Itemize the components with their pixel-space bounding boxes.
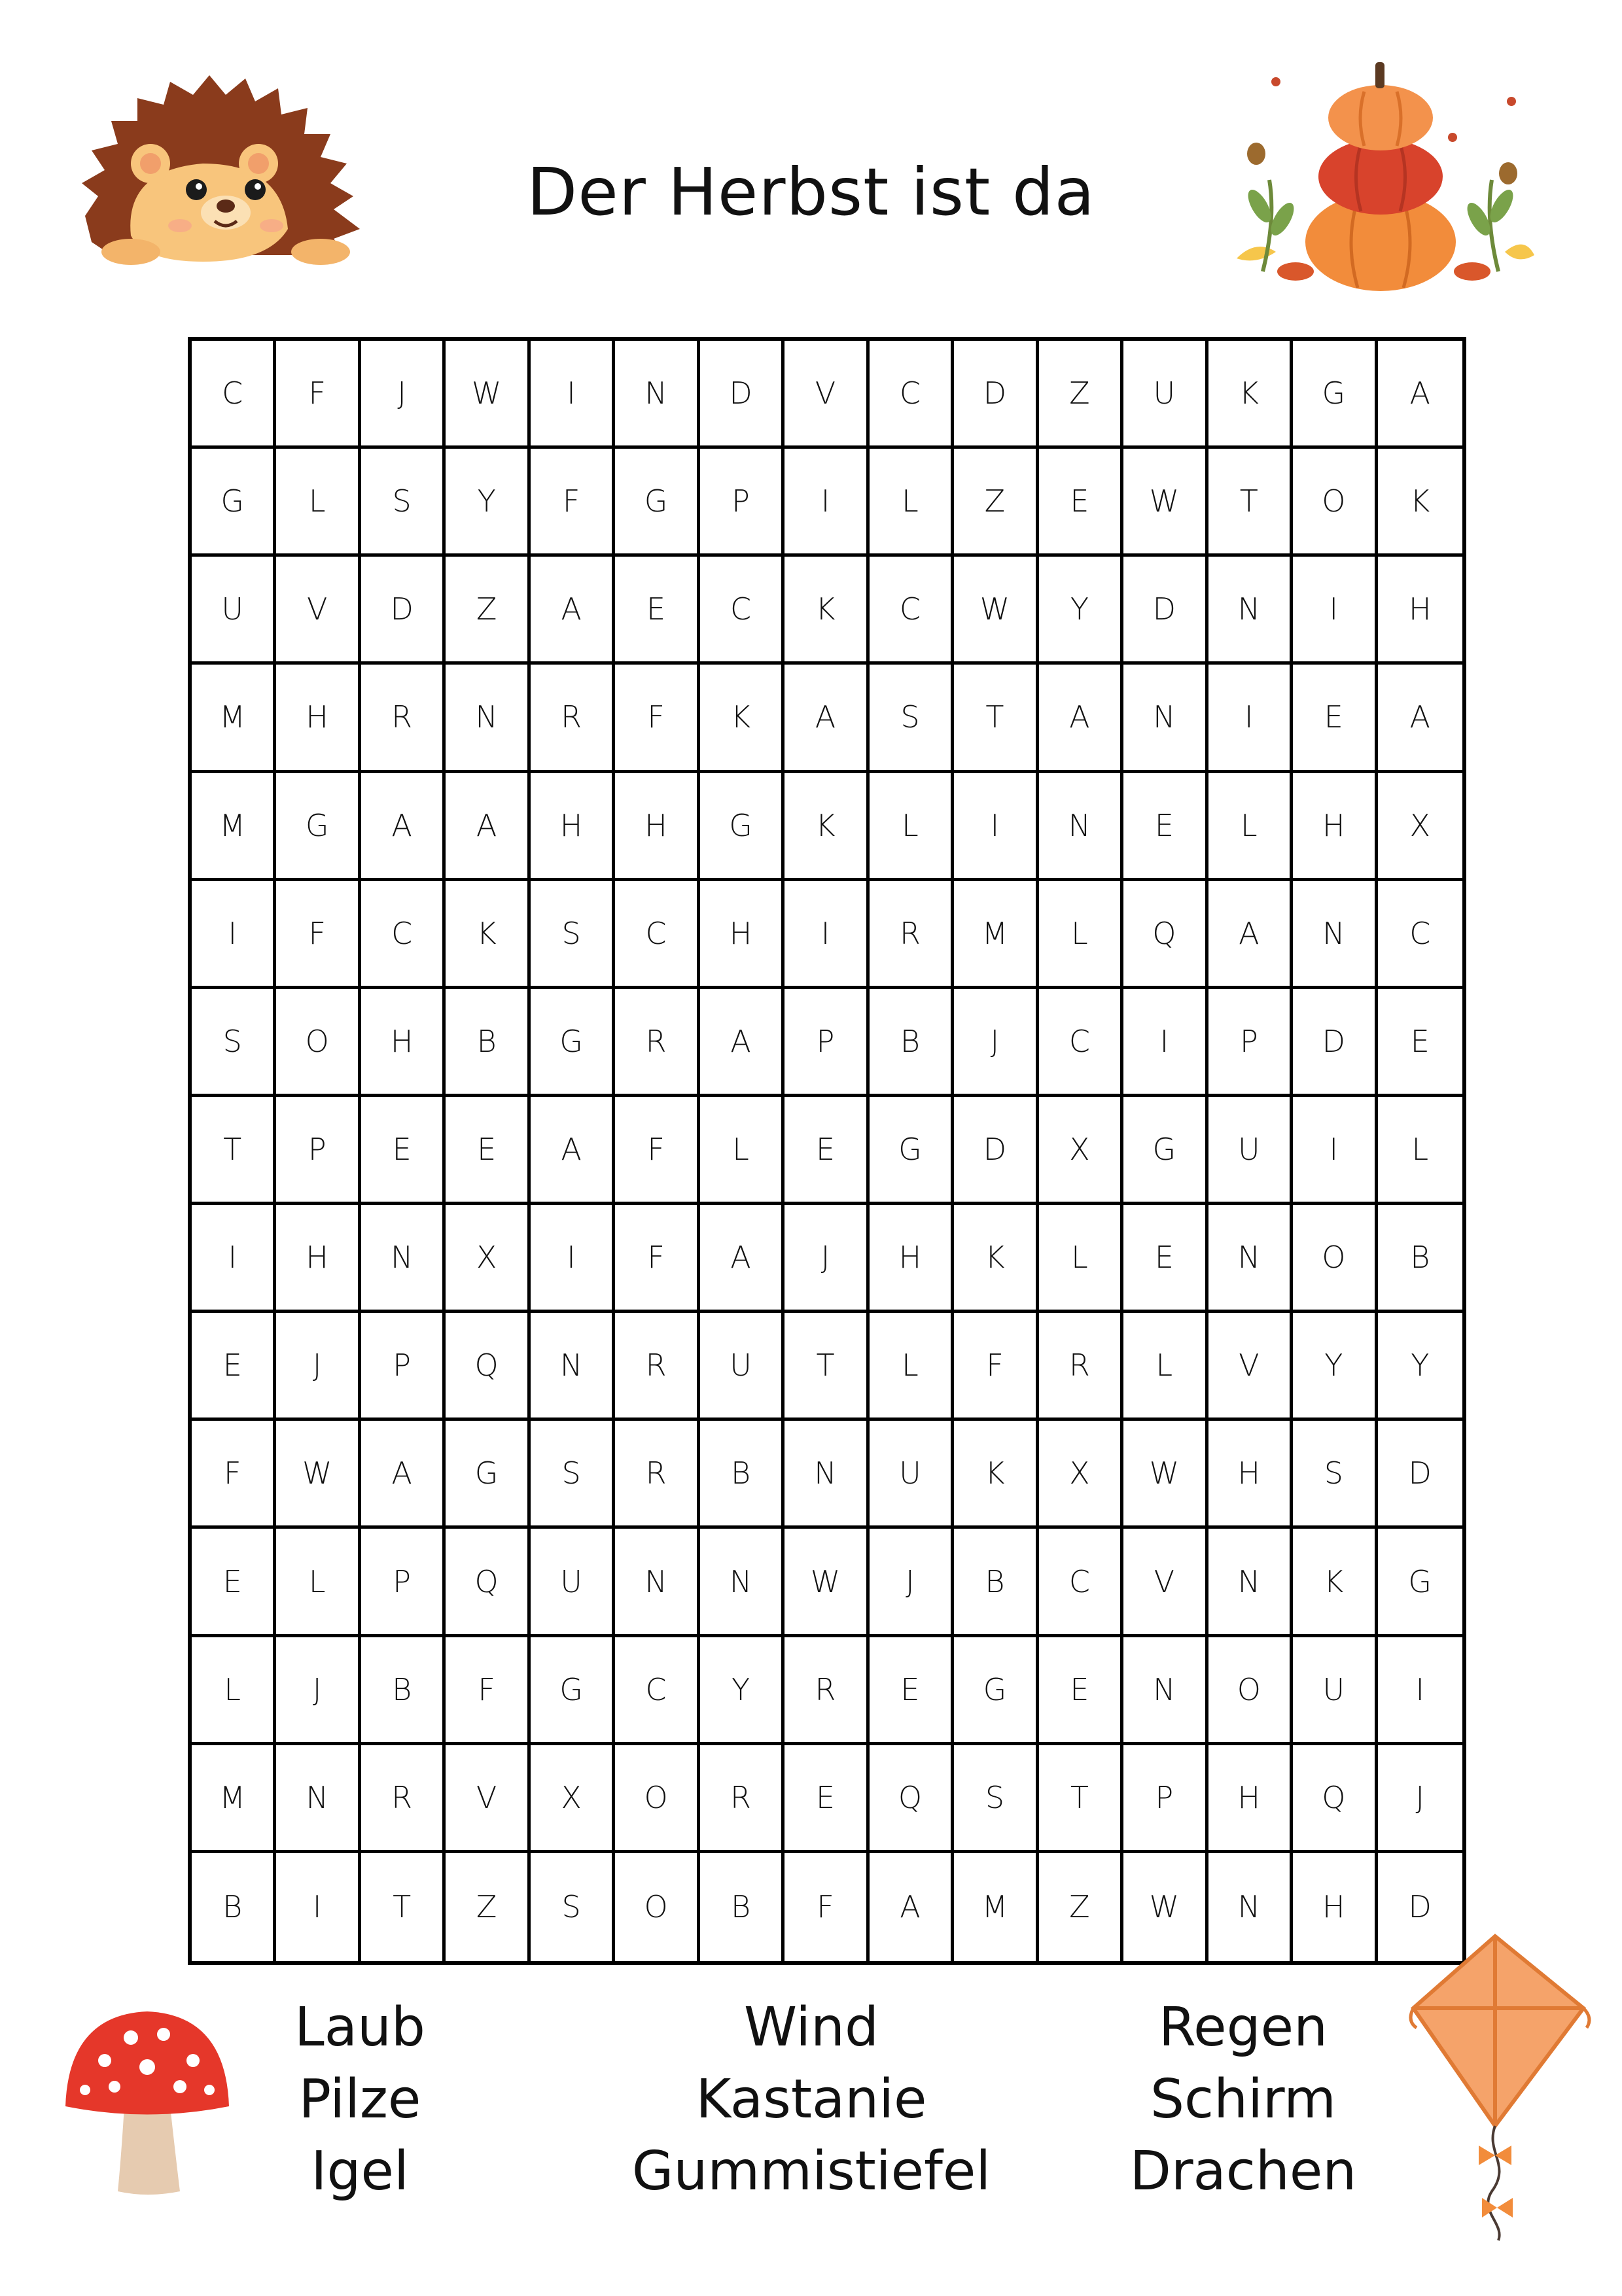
grid-cell: N [1208,1529,1293,1637]
grid-cell: E [1123,773,1208,881]
word-item: Gummistiefel [631,2140,991,2202]
word-item: Kastanie [696,2068,927,2131]
grid-cell: W [276,1421,361,1529]
grid-cell: G [1293,341,1377,449]
grid-cell: A [1208,881,1293,989]
grid-cell: U [1293,1637,1377,1745]
grid-cell: M [192,1745,276,1853]
grid-cell: G [192,449,276,557]
grid-cell: J [276,1313,361,1421]
grid-cell: A [700,989,785,1097]
grid-cell: N [276,1745,361,1853]
word-item: Schirm [1150,2068,1337,2131]
grid-cell: R [700,1745,785,1853]
grid-cell: S [531,1853,615,1961]
grid-cell: P [700,449,785,557]
grid-cell: W [446,341,530,449]
grid-cell: M [954,1853,1038,1961]
grid-cell: I [785,449,869,557]
grid-cell: T [1039,1745,1123,1853]
word-item: Pilze [298,2068,421,2131]
grid-cell: E [1123,1205,1208,1313]
grid-cell: E [1293,665,1377,773]
grid-cell: E [785,1097,869,1205]
grid-cell: H [870,1205,954,1313]
grid-cell: Y [700,1637,785,1745]
grid-cell: L [1039,881,1123,989]
grid-cell: N [785,1421,869,1529]
grid-cell: I [192,1205,276,1313]
grid-cell: S [531,881,615,989]
grid-cell: O [1293,1205,1377,1313]
grid-cell: W [1123,449,1208,557]
grid-cell: C [870,557,954,665]
grid-cell: I [531,341,615,449]
grid-cell: Q [870,1745,954,1853]
grid-cell: C [700,557,785,665]
grid-cell: E [361,1097,446,1205]
grid-cell: I [1208,665,1293,773]
grid-cell: Y [446,449,530,557]
grid-cell: D [361,557,446,665]
grid-cell: A [1378,665,1462,773]
grid-cell: K [1293,1529,1377,1637]
grid-cell: F [954,1313,1038,1421]
grid-cell: K [954,1205,1038,1313]
word-item: Igel [311,2140,409,2202]
grid-cell: O [276,989,361,1097]
grid-cell: G [870,1097,954,1205]
grid-cell: D [954,341,1038,449]
grid-cell: A [870,1853,954,1961]
grid-cell: G [531,1637,615,1745]
grid-cell: F [531,449,615,557]
grid-cell: Y [1039,557,1123,665]
pumpkin-stack-icon [1224,56,1538,298]
grid-cell: J [276,1637,361,1745]
grid-cell: O [1293,449,1377,557]
grid-cell: N [446,665,530,773]
grid-cell: D [1408,1889,1432,1925]
grid-cell: N [1208,1205,1293,1313]
grid-cell: J [870,1529,954,1637]
word-item: Wind [743,1996,879,2059]
grid-cell: G [615,449,699,557]
grid-cell: B [192,1853,276,1961]
grid-cell: G [1123,1097,1208,1205]
grid-cell: P [785,989,869,1097]
grid-cell: H [1378,557,1462,665]
grid-cell: Y [1293,1313,1377,1421]
word-list-column-2 [628,1992,995,2208]
grid-cell: V [446,1745,530,1853]
grid-cell: U [870,1421,954,1529]
grid-cell: N [615,341,699,449]
grid-cell: W [954,557,1038,665]
grid-cell: I [192,881,276,989]
grid-cell: B [700,1853,785,1961]
grid-cell: U [1208,1097,1293,1205]
grid-cell: X [1378,773,1462,881]
grid-cell: A [531,557,615,665]
word-list-column-1 [262,1992,458,2208]
grid-cell: U [192,557,276,665]
grid-cell: J [785,1205,869,1313]
grid-cell: L [276,449,361,557]
mushroom-icon [59,2002,236,2198]
grid-cell: C [615,1637,699,1745]
grid-cell: H [276,665,361,773]
grid-cell: A [361,1421,446,1529]
grid-cell: Z [1039,1853,1123,1961]
grid-cell: E [1039,1637,1123,1745]
grid-cell: S [361,449,446,557]
grid-cell: E [1378,989,1462,1097]
grid-cell: L [1378,1097,1462,1205]
grid-cell: L [1208,773,1293,881]
grid-cell: A [446,773,530,881]
grid-cell: F [192,1421,276,1529]
grid-cell: W [785,1529,869,1637]
grid-cell: C [1039,989,1123,1097]
grid-cell: V [1123,1529,1208,1637]
grid-cell: K [700,665,785,773]
grid-cell: F [276,341,361,449]
grid-cell: I [1123,989,1208,1097]
grid-cell: L [870,1313,954,1421]
grid-cell: K [785,557,869,665]
grid-cell: B [870,989,954,1097]
grid-cell: V [276,557,361,665]
grid-cell: I [276,1853,361,1961]
grid-cell: S [531,1421,615,1529]
grid-cell: E [785,1745,869,1853]
grid-cell: O [1208,1637,1293,1745]
grid-cell: R [615,989,699,1097]
grid-cell: F [615,1097,699,1205]
grid-cell: Z [446,1853,530,1961]
grid-cell: F [276,881,361,989]
grid-cell: S [870,665,954,773]
grid-cell: Q [446,1313,530,1421]
grid-cell: A [1378,341,1462,449]
grid-cell: R [361,1745,446,1853]
grid-cell: H [276,1205,361,1313]
grid-cell: C [615,881,699,989]
word-search-grid [188,337,1466,1965]
kite-icon [1407,1930,1610,2244]
grid-cell: K [785,773,869,881]
grid-cell: L [192,1637,276,1745]
grid-cell: T [192,1097,276,1205]
grid-cell: M [954,881,1038,989]
grid-cell: J [954,989,1038,1097]
grid-cell: L [1039,1205,1123,1313]
grid-cell: L [870,449,954,557]
grid-cell: E [870,1637,954,1745]
grid-cell: E [446,1097,530,1205]
page-title: Der Herbst ist da [527,154,1095,230]
grid-cell: P [276,1097,361,1205]
grid-cell: T [785,1313,869,1421]
grid-cell: R [870,881,954,989]
grid-cell: T [954,665,1038,773]
grid-cell: S [192,989,276,1097]
grid-cell: H [531,773,615,881]
grid-cell: H [700,881,785,989]
grid-cell: F [615,1205,699,1313]
grid-cell: K [954,1421,1038,1529]
word-item: Regen [1158,1996,1328,2059]
grid-cell: M [192,773,276,881]
grid-cell: S [1293,1421,1377,1529]
grid-cell: N [615,1529,699,1637]
grid-cell: G [1378,1529,1462,1637]
grid-cell: X [531,1745,615,1853]
grid-cell: P [1123,1745,1208,1853]
grid-cell: M [192,665,276,773]
grid-cell: R [615,1421,699,1529]
grid-cell: N [1123,665,1208,773]
grid-cell: I [1378,1637,1462,1745]
grid-cell: Q [1293,1745,1377,1853]
grid-cell: Y [1378,1313,1462,1421]
grid-cell: N [1123,1637,1208,1745]
grid-cell: E [192,1313,276,1421]
grid-cell: R [531,665,615,773]
grid-cell: K [1208,341,1293,449]
grid-cell: D [700,341,785,449]
grid-cell: G [531,989,615,1097]
grid-cell: D [1378,1421,1462,1529]
word-item: Laub [294,1996,425,2059]
grid-cell: P [1208,989,1293,1097]
grid-cell: N [1039,773,1123,881]
grid-cell: E [1039,449,1123,557]
grid-cell: H [1293,1853,1377,1961]
grid-cell: A [700,1205,785,1313]
grid-cell: I [954,773,1038,881]
grid-cell: L [1123,1313,1208,1421]
grid-cell: U [531,1529,615,1637]
grid-cell: G [446,1421,530,1529]
grid-cell: A [531,1097,615,1205]
grid-cell: G [954,1637,1038,1745]
grid-cell: R [615,1313,699,1421]
grid-cell: T [361,1853,446,1961]
grid-cell: N [361,1205,446,1313]
grid-cell: W [1123,1421,1208,1529]
grid-cell: P [361,1313,446,1421]
grid-cell: F [446,1637,530,1745]
grid-cell: R [361,665,446,773]
grid-cell: F [785,1853,869,1961]
grid-cell: G [700,773,785,881]
grid-cell: B [361,1637,446,1745]
grid-cell: A [1039,665,1123,773]
grid-cell: T [1208,449,1293,557]
grid-cell: J [1378,1745,1462,1853]
grid-cell: C [1039,1529,1123,1637]
grid-cell: I [531,1205,615,1313]
grid-cell: D [1123,557,1208,665]
grid-cell: X [1039,1421,1123,1529]
grid-cell: S [954,1745,1038,1853]
grid-cell: I [1293,1097,1377,1205]
grid-cell: V [1208,1313,1293,1421]
grid-cell: I [785,881,869,989]
grid-cell: Q [446,1529,530,1637]
grid-cell: Z [954,449,1038,557]
grid-cell: H [615,773,699,881]
grid-cell: P [361,1529,446,1637]
grid-cell: B [446,989,530,1097]
grid-cell: I [1293,557,1377,665]
grid-cell: R [785,1637,869,1745]
grid-cell: X [1039,1097,1123,1205]
grid-cell: H [1208,1745,1293,1853]
grid-cell: N [531,1313,615,1421]
grid-cell: H [361,989,446,1097]
grid-cell: Q [1123,881,1208,989]
grid-cell: N [1293,881,1377,989]
grid-cell: A [785,665,869,773]
grid-cell: N [1208,1853,1293,1961]
grid-cell: N [700,1529,785,1637]
grid-cell: O [615,1853,699,1961]
grid-cell: E [615,557,699,665]
grid-cell: C [192,341,276,449]
grid-cell: L [870,773,954,881]
grid-cell: C [1378,881,1462,989]
grid-cell: V [785,341,869,449]
grid-cell: K [1378,449,1462,557]
grid-cell: K [446,881,530,989]
grid-cell: W [1123,1853,1208,1961]
grid-cell: C [361,881,446,989]
grid-cell: R [1039,1313,1123,1421]
grid-cell: F [615,665,699,773]
grid-cell: H [1208,1421,1293,1529]
grid-cell: L [700,1097,785,1205]
grid-cell: U [1123,341,1208,449]
grid-cell: E [192,1529,276,1637]
grid-cell: G [276,773,361,881]
grid-cell: H [1293,773,1377,881]
grid-cell: B [1378,1205,1462,1313]
grid-cell: J [361,341,446,449]
grid-cell: D [954,1097,1038,1205]
grid-cell: N [1208,557,1293,665]
grid-cell: B [954,1529,1038,1637]
grid-cell: Z [1039,341,1123,449]
grid-cell: D [1293,989,1377,1097]
word-list-column-3 [1106,1992,1381,2208]
grid-cell: A [361,773,446,881]
word-item: Drachen [1129,2140,1357,2202]
grid-cell: L [276,1529,361,1637]
grid-cell: B [700,1421,785,1529]
grid-cell: U [700,1313,785,1421]
grid-cell: C [870,341,954,449]
grid-cell: X [446,1205,530,1313]
grid-cell: Z [446,557,530,665]
grid-cell: O [615,1745,699,1853]
